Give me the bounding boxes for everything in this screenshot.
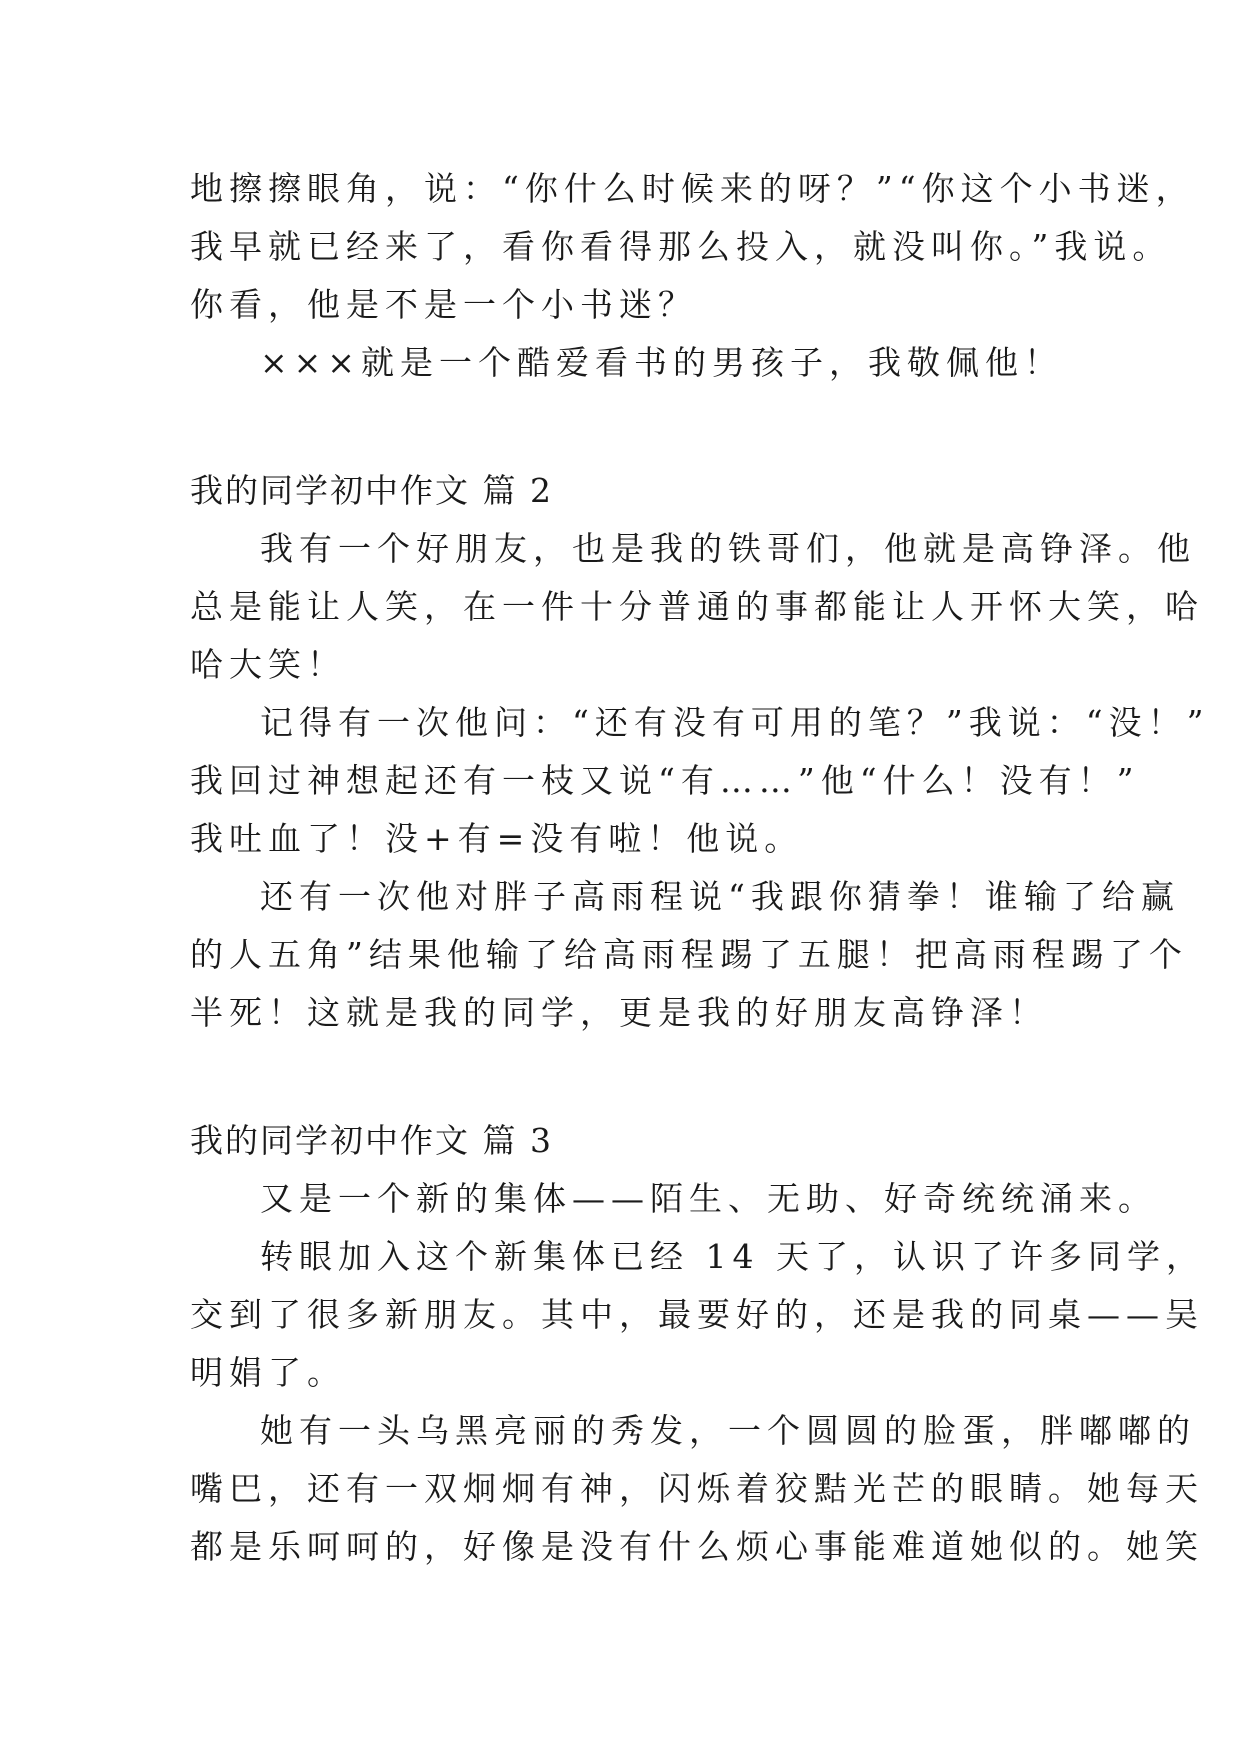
text-line: 半死！这就是我的同学，更是我的好朋友高铮泽！ xyxy=(190,993,1048,1032)
text-line: 我早就已经来了，看你看得那么投入，就没叫你。”我说。 xyxy=(190,227,1172,266)
section-heading: 我的同学初中作文 篇 2 xyxy=(190,471,553,510)
paragraph xyxy=(190,694,1210,868)
text-line: 嘴巴，还有一双炯炯有神，闪烁着狡黠光芒的眼睛。她每天 xyxy=(190,1469,1204,1508)
section-heading: 我的同学初中作文 篇 3 xyxy=(190,1121,553,1160)
text-line: 交到了很多新朋友。其中，最要好的，还是我的同桌——吴 xyxy=(190,1295,1204,1334)
text-line: 还有一次他对胖子高雨程说“我跟你猜拳！谁输了给赢 xyxy=(260,877,1180,916)
section-3 xyxy=(190,1112,1205,1576)
paragraph xyxy=(190,868,1188,1042)
text-line: 都是乐呵呵的，好像是没有什么烦心事能难道她似的。她笑 xyxy=(190,1527,1204,1566)
text-line: 我有一个好朋友，也是我的铁哥们，他就是高铮泽。他 xyxy=(260,529,1196,568)
text-line: 明娟了。 xyxy=(190,1353,346,1392)
closing-sentence: ×××就是一个酷爱看书的男孩子，我敬佩他！ xyxy=(260,343,1063,382)
text-line: 你看，他是不是一个小书迷？ xyxy=(190,285,697,324)
section-spacer xyxy=(190,392,1060,462)
paragraph xyxy=(190,1170,1157,1228)
text-line: 又是一个新的集体——陌生、无助、好奇统统涌来。 xyxy=(260,1179,1157,1218)
text-line: 的人五角”结果他输了给高雨程踢了五腿！把高雨程踢了个 xyxy=(190,935,1188,974)
section-1-tail xyxy=(190,160,1195,392)
text-line: 我回过神想起还有一枝又说“有……”他“什么！没有！” xyxy=(190,761,1140,800)
text-line: 地擦擦眼角，说：“你什么时候来的呀？”“你这个小书迷， xyxy=(190,169,1195,208)
text-line: 转眼加入这个新集体已经 14 天了，认识了许多同学， xyxy=(260,1237,1205,1276)
paragraph xyxy=(190,1228,1205,1402)
section-2 xyxy=(190,462,1210,1042)
section-spacer xyxy=(190,1042,1060,1112)
text-line: 哈大笑！ xyxy=(190,645,346,684)
text-line: 她有一头乌黑亮丽的秀发，一个圆圆的脸蛋，胖嘟嘟的 xyxy=(260,1411,1196,1450)
document-page xyxy=(190,160,1210,1576)
paragraph xyxy=(190,1402,1204,1576)
text-line: 记得有一次他问：“还有没有可用的笔？”我说：“没！” xyxy=(260,703,1210,742)
text-line: 总是能让人笑，在一件十分普通的事都能让人开怀大笑，哈 xyxy=(190,587,1204,626)
paragraph xyxy=(190,520,1204,694)
text-line: 我吐血了！没+有=没有啦！他说。 xyxy=(190,819,804,858)
